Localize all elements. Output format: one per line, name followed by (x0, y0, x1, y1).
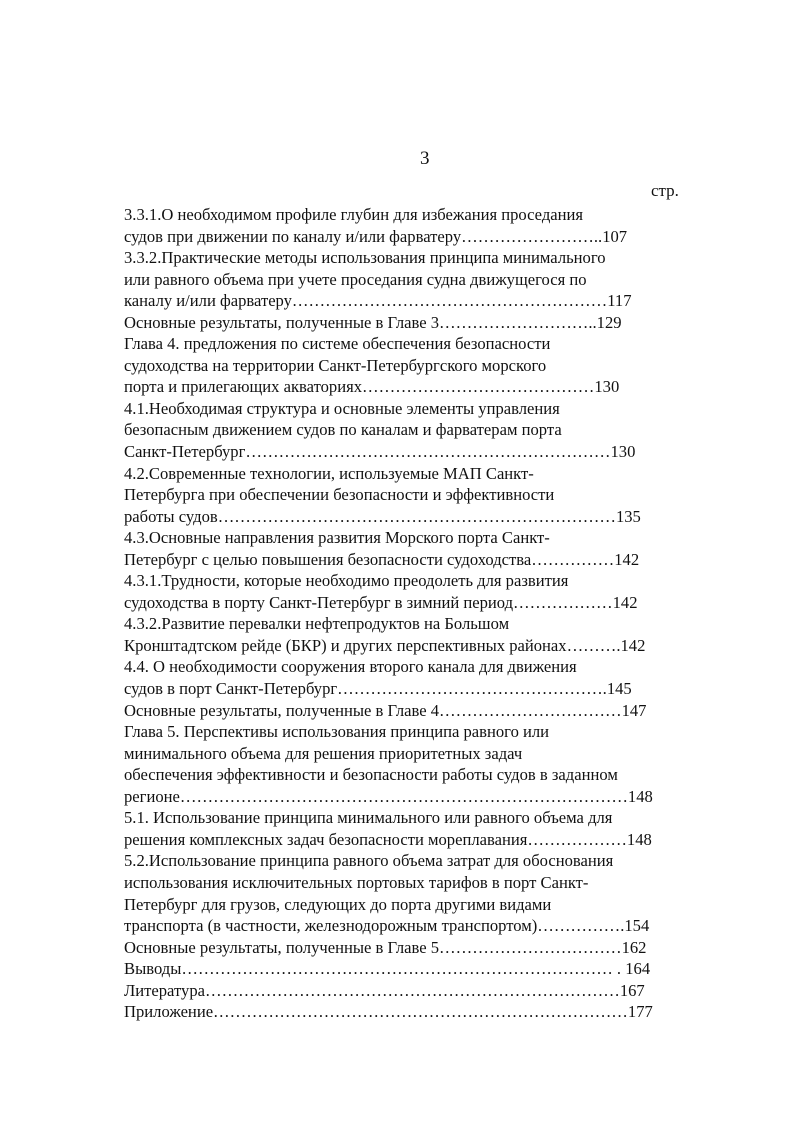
toc-line: обеспечения эффективности и безопасности работы судов в заданном (124, 765, 618, 785)
toc-entry (124, 656, 724, 699)
toc-line: Петербург для грузов, следующих до порта другими видами (124, 894, 552, 914)
toc-entry (124, 527, 724, 570)
toc-line: судоходства на территории Санкт-Петербургского морского (124, 355, 547, 375)
toc-line: Кронштадтском рейде (БКР) и других перспективных районах……….142 (124, 635, 646, 655)
toc-line: Литература…………………………………………………………………167 (124, 980, 645, 1000)
toc-line: или равного объема при учете проседания судна движущегося по (124, 269, 587, 289)
toc-line: судоходства в порту Санкт-Петербург в зимний период………………142 (124, 592, 638, 612)
toc-entry (124, 204, 724, 247)
toc-line: 4.2.Современные технологии, используемые МАП Санкт- (124, 463, 534, 483)
toc-entry (124, 570, 724, 613)
toc-entry (124, 850, 724, 936)
toc-line: использования исключительных портовых тарифов в порт Санкт- (124, 872, 589, 892)
toc-line: 4.3.1.Трудности, которые необходимо преодолеть для развития (124, 571, 569, 591)
toc-line: 3.3.1.О необходимом профиле глубин для избежания проседания (124, 205, 584, 224)
toc-entry (124, 700, 724, 722)
toc-line: безопасным движением судов по каналам и фарватерам порта (124, 420, 562, 440)
toc-line: Приложение…………………………………………………………………177 (124, 1002, 653, 1022)
toc-line: 5.1. Использование принципа минимального или равного объема для (124, 808, 613, 828)
toc-line: судов при движении по каналу и/или фарватеру……………………..107 (124, 226, 628, 246)
toc-line: Глава 5. Перспективы использования принципа равного или (124, 722, 550, 742)
toc-line: Санкт-Петербург…………………………………………………………130 (124, 442, 636, 462)
toc-line: регионе………………………………………………………………………148 (124, 786, 653, 806)
toc-entry (124, 247, 724, 312)
toc-line: Основные результаты, полученные в Главе 3………………………..129 (124, 312, 622, 332)
toc-line: 4.3.Основные направления развития Морского порта Санкт- (124, 528, 550, 548)
toc-line: порта и прилегающих акваториях……………………………………130 (124, 377, 620, 397)
toc-line: 5.2.Использование принципа равного объема затрат для обоснования (124, 851, 614, 871)
page-number: 3 (420, 148, 430, 169)
toc-entry (124, 980, 724, 1002)
toc-entry (124, 721, 724, 807)
toc-line: 4.4. О необходимости сооружения второго канала для движения (124, 657, 577, 677)
toc-line: Петербурга при обеспечении безопасности и эффективности (124, 485, 555, 505)
page-column-label: стр. (651, 181, 679, 200)
toc-line: Основные результаты, полученные в Главе 4……………………………147 (124, 700, 647, 720)
toc-line: каналу и/или фарватеру…………………………………………………117 (124, 291, 632, 311)
toc-line: работы судов………………………………………………………………135 (124, 506, 641, 526)
toc-entry (124, 333, 724, 398)
toc-entry (124, 312, 724, 334)
toc-line: 4.1.Необходимая структура и основные элементы управления (124, 398, 560, 418)
toc-entry (124, 958, 724, 980)
toc-line: судов в порт Санкт-Петербург………………………………………….145 (124, 679, 632, 699)
toc-line: Выводы…………………………………………………………………… . 164 (124, 959, 651, 979)
toc-entry (124, 398, 724, 463)
toc-line: Петербург с целью повышения безопасности судоходства……………142 (124, 549, 640, 569)
toc-entry (124, 937, 724, 959)
toc-entry (124, 613, 724, 656)
toc-entry (124, 807, 724, 850)
table-of-contents (124, 204, 724, 1023)
toc-line: Глава 4. предложения по системе обеспечения безопасности (124, 334, 551, 354)
toc-line: 4.3.2.Развитие перевалки нефтепродуктов на Большом (124, 614, 510, 634)
toc-entry (124, 463, 724, 528)
toc-line: минимального объема для решения приоритетных задач (124, 743, 523, 763)
toc-entry (124, 1001, 724, 1023)
toc-line: транспорта (в частности, железнодорожным транспортом)…………….154 (124, 916, 650, 936)
toc-line: решения комплексных задач безопасности мореплавания………………148 (124, 829, 652, 849)
toc-line: Основные результаты, полученные в Главе 5……………………………162 (124, 937, 647, 957)
toc-line: 3.3.2.Практические методы использования принципа минимального (124, 248, 606, 268)
